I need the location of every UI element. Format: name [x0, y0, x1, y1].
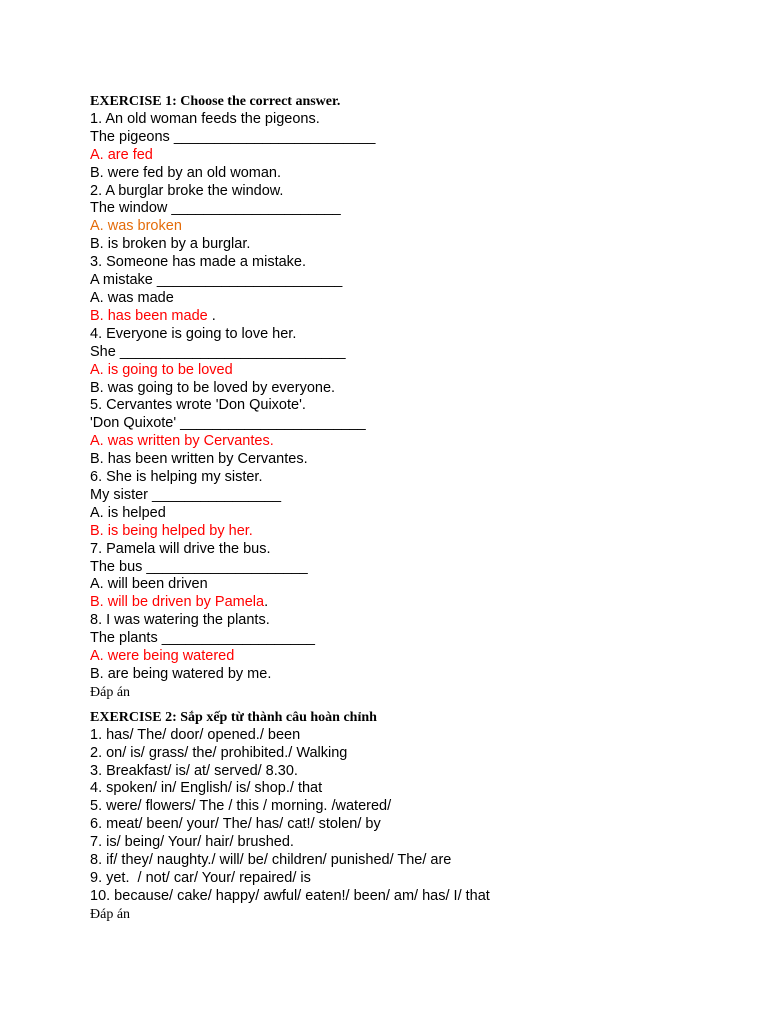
- question-1-option-a: A. are fed: [90, 146, 153, 163]
- question-2-stem: The window _____________________: [90, 200, 341, 217]
- question-8-option-a: A. were being watered: [90, 648, 235, 665]
- exercise-2-item-3: 3. Breakfast/ is/ at/ served/ 8.30.: [90, 762, 298, 779]
- exercise-2-item-1: 1. has/ The/ door/ opened./ been: [90, 726, 301, 743]
- question-5-option-a: A. was written by Cervantes.: [90, 433, 274, 450]
- question-1-prompt: 1. An old woman feeds the pigeons.: [90, 110, 320, 127]
- exercise-2-item-9: 9. yet. / not/ car/ Your/ repaired/ is: [90, 869, 311, 886]
- question-7-option-b: [90, 594, 730, 612]
- question-8-stem: The plants ___________________: [90, 630, 315, 647]
- question-3-option-b: [90, 308, 730, 326]
- question-3-prompt: 3. Someone has made a mistake.: [90, 254, 307, 271]
- question-7-prompt: 7. Pamela will drive the bus.: [90, 540, 271, 557]
- question-6-stem: My sister ________________: [90, 486, 282, 503]
- question-8-prompt: 8. I was watering the plants.: [90, 612, 270, 629]
- question-7-option-a: A. will been driven: [90, 576, 208, 593]
- question-4-option-b: B. was going to be loved by everyone.: [90, 379, 336, 396]
- question-6-option-a: A. is helped: [90, 504, 166, 521]
- exercise-2-item-10: 10. because/ cake/ happy/ awful/ eaten!/ been/ am/ has/ I/ that: [90, 887, 490, 904]
- exercise-2-item-5: 5. were/ flowers/ The / this / morning. /watered/: [90, 798, 392, 815]
- exercise-1-answer-label: Đáp án: [90, 684, 131, 700]
- question-7-stem: The bus ____________________: [90, 558, 308, 575]
- question-2-prompt: 2. A burglar broke the window.: [90, 182, 284, 199]
- exercise-2-item-4: 4. spoken/ in/ English/ is/ shop./ that: [90, 780, 323, 797]
- question-3-stem: A mistake _______________________: [90, 272, 343, 289]
- question-5-option-b: B. has been written by Cervantes.: [90, 451, 308, 468]
- exercise-2-item-2: 2. on/ is/ grass/ the/ prohibited./ Walking: [90, 744, 348, 761]
- question-7-option-b-text: B. will be driven by Pamela: [90, 594, 265, 611]
- exercise-1-heading: EXERCISE 1: Choose the correct answer.: [90, 94, 341, 109]
- question-5-stem: 'Don Quixote' _______________________: [90, 415, 366, 432]
- question-3-option-b-suffix: .: [207, 307, 216, 324]
- question-1-option-b: B. were fed by an old woman.: [90, 164, 282, 181]
- question-3-option-b-text: B. has been made: [90, 307, 208, 324]
- question-4-option-a: A. is going to be loved: [90, 361, 233, 378]
- question-3-option-a: A. was made: [90, 289, 174, 306]
- question-8-option-b: B. are being watered by me.: [90, 666, 272, 682]
- question-5-prompt: 5. Cervantes wrote 'Don Quixote'.: [90, 397, 306, 414]
- question-7-option-b-suffix: .: [264, 594, 269, 611]
- exercise-2-item-8: 8. if/ they/ naughty./ will/ be/ children/ punished/ The/ are: [90, 852, 452, 869]
- exercise-2-item-7: 7. is/ being/ Your/ hair/ brushed.: [90, 834, 294, 851]
- question-6-option-b: B. is being helped by her.: [90, 522, 253, 539]
- section-gap: [90, 702, 730, 709]
- exercise-2-heading: EXERCISE 2: Sắp xếp từ thành câu hoàn chỉnh: [90, 709, 377, 725]
- question-6-prompt: 6. She is helping my sister.: [90, 469, 263, 486]
- question-1-stem: The pigeons _________________________: [90, 128, 376, 145]
- exercise-2-answer-label: Đáp án: [90, 906, 131, 922]
- exercise-2-item-6: 6. meat/ been/ your/ The/ has/ cat!/ stolen/ by: [90, 816, 381, 833]
- document-page: [90, 93, 730, 924]
- question-2-option-a: A. was broken: [90, 218, 182, 235]
- question-2-option-b: B. is broken by a burglar.: [90, 236, 251, 253]
- question-4-stem: She ____________________________: [90, 343, 346, 360]
- question-4-prompt: 4. Everyone is going to love her.: [90, 325, 297, 342]
